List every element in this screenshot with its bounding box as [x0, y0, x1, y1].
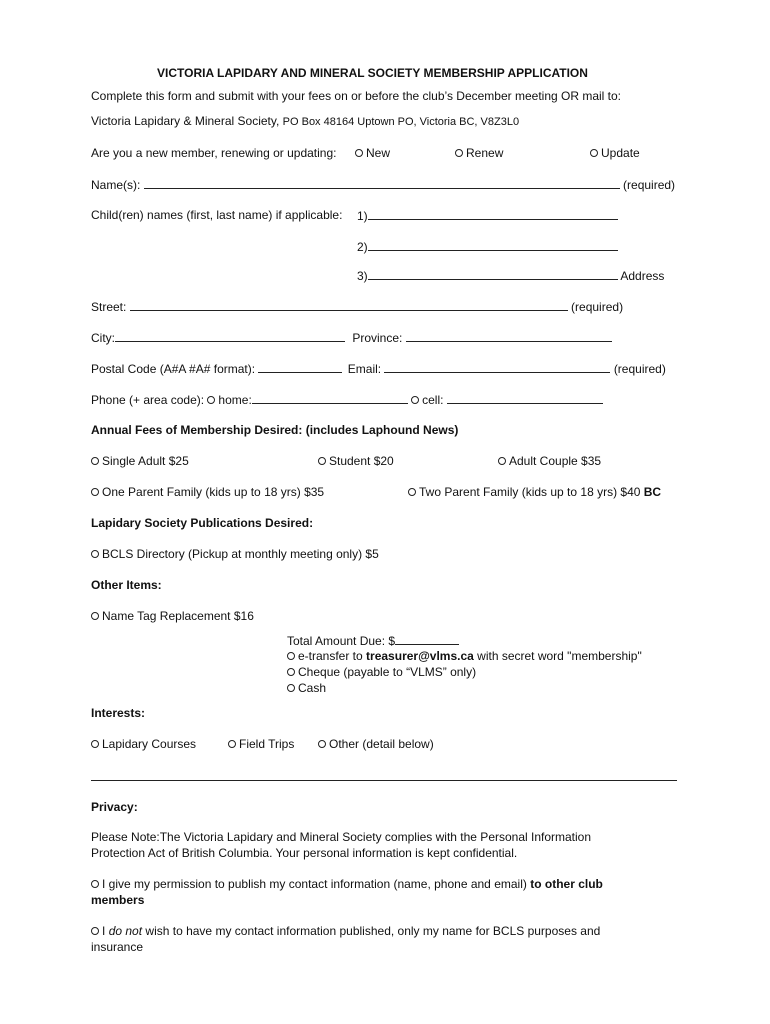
name-tag-replacement[interactable]: Name Tag Replacement $16 — [91, 609, 254, 624]
page-title: VICTORIA LAPIDARY AND MINERAL SOCIETY MEMBERSHIP APPLICATION — [157, 66, 588, 80]
street-required: (required) — [571, 300, 624, 314]
radio-circle-icon — [498, 457, 506, 465]
radio-circle-icon — [355, 149, 363, 157]
province-field[interactable] — [406, 330, 612, 342]
names-row — [91, 177, 675, 193]
radio-circle-icon — [590, 149, 598, 157]
phone-home-field[interactable] — [252, 392, 408, 404]
total-label: Total Amount Due: $ — [287, 634, 396, 648]
radio-renew[interactable]: Renew — [455, 146, 503, 161]
mail-address: PO Box 48164 Uptown PO, Victoria BC, V8Z3L0 — [282, 116, 520, 128]
radio-circle-icon[interactable] — [411, 396, 419, 404]
radio-circle-icon — [287, 684, 295, 692]
postal-field[interactable] — [258, 361, 342, 373]
radio-circle-icon — [408, 488, 416, 496]
fee-adult-couple[interactable]: Adult Couple $35 — [498, 454, 601, 469]
fees-heading: Annual Fees of Membership Desired: (includes Laphound News) — [91, 423, 459, 437]
privacy-permit-line-2: members — [91, 893, 145, 907]
child-1-row: 1) — [357, 208, 618, 224]
address-label: Address — [620, 269, 665, 283]
phone-cell-label: cell: — [422, 393, 444, 407]
radio-circle-icon — [91, 612, 99, 620]
child-3-field[interactable] — [368, 268, 618, 280]
city-label: City: — [91, 331, 115, 345]
interest-other[interactable]: Other (detail below) — [318, 737, 434, 752]
publications-heading: Lapidary Society Publications Desired: — [91, 516, 314, 530]
fee-student[interactable]: Student $20 — [318, 454, 394, 469]
names-required: (required) — [623, 178, 676, 192]
postal-label: Postal Code (A#A #A# format): — [91, 362, 256, 376]
child-2-field[interactable] — [368, 239, 618, 251]
total-amount-row — [287, 633, 459, 649]
phone-row — [91, 392, 603, 408]
child-2-row: 2) — [357, 239, 618, 255]
child-3-row: 3) Address — [357, 269, 665, 283]
radio-circle-icon — [287, 668, 295, 676]
radio-circle-icon — [91, 880, 99, 888]
intro-text: Complete this form and submit with your fees on or before the club’s December meeting OR mail to: — [91, 89, 622, 103]
radio-circle-icon — [91, 550, 99, 558]
postal-row — [91, 361, 666, 377]
radio-circle-icon — [91, 488, 99, 496]
member-type-question: Are you a new member, renewing or updating: — [91, 146, 337, 160]
interests-detail-line[interactable] — [91, 780, 677, 781]
email-label: Email: — [347, 362, 382, 376]
payment-etransfer[interactable]: e-transfer to treasurer@vlms.ca with secret word "membership" — [287, 649, 642, 664]
phone-label: Phone (+ area code): — [91, 393, 205, 407]
children-label: Child(ren) names (first, last name) if applicable: — [91, 208, 343, 222]
street-field[interactable] — [130, 299, 568, 311]
email-required: (required) — [613, 362, 666, 376]
privacy-deny-option[interactable]: I do not wish to have my contact information published, only my name for BCLS purposes and — [91, 924, 600, 939]
phone-cell-field[interactable] — [447, 392, 603, 404]
radio-circle-icon — [91, 740, 99, 748]
mail-name: Victoria Lapidary & Mineral Society, — [91, 114, 280, 128]
names-label: Name(s): — [91, 178, 141, 192]
street-label: Street: — [91, 300, 127, 314]
privacy-heading: Privacy: — [91, 800, 138, 814]
radio-circle-icon[interactable] — [207, 396, 215, 404]
privacy-permit-option[interactable]: I give my permission to publish my contact information (name, phone and email) to other club — [91, 877, 603, 892]
radio-circle-icon — [287, 652, 295, 660]
interest-field-trips[interactable]: Field Trips — [228, 737, 294, 752]
city-row — [91, 330, 612, 346]
fee-two-parent[interactable]: Two Parent Family (kids up to 18 yrs) $40 BC — [408, 485, 661, 500]
child-1-field[interactable] — [368, 208, 618, 220]
other-items-heading: Other Items: — [91, 578, 162, 592]
radio-circle-icon — [91, 457, 99, 465]
publication-bcls-directory[interactable]: BCLS Directory (Pickup at monthly meeting only) $5 — [91, 547, 379, 562]
city-field[interactable] — [115, 330, 345, 342]
radio-circle-icon — [318, 457, 326, 465]
total-field[interactable] — [395, 633, 459, 645]
interests-heading: Interests: — [91, 706, 146, 720]
fee-single-adult[interactable]: Single Adult $25 — [91, 454, 189, 469]
payment-cash[interactable]: Cash — [287, 681, 326, 696]
radio-circle-icon — [228, 740, 236, 748]
radio-update[interactable]: Update — [590, 146, 640, 161]
privacy-note-line-2: Protection Act of British Columbia. Your personal information is kept confidential. — [91, 846, 518, 860]
radio-circle-icon — [318, 740, 326, 748]
names-field[interactable] — [144, 177, 620, 189]
radio-circle-icon — [91, 927, 99, 935]
interest-lapidary-courses[interactable]: Lapidary Courses — [91, 737, 196, 752]
privacy-deny-line-2: insurance — [91, 940, 144, 954]
payment-cheque[interactable]: Cheque (payable to “VLMS” only) — [287, 665, 476, 680]
street-row — [91, 299, 623, 315]
email-field[interactable] — [384, 361, 610, 373]
mailing-address — [91, 114, 519, 130]
radio-new[interactable]: New — [355, 146, 390, 161]
fee-one-parent[interactable]: One Parent Family (kids up to 18 yrs) $35 — [91, 485, 324, 500]
radio-circle-icon — [455, 149, 463, 157]
phone-home-label: home: — [218, 393, 252, 407]
province-label: Province: — [352, 331, 403, 345]
privacy-note-line-1: Please Note:The Victoria Lapidary and Mineral Society complies with the Personal Information — [91, 830, 592, 844]
